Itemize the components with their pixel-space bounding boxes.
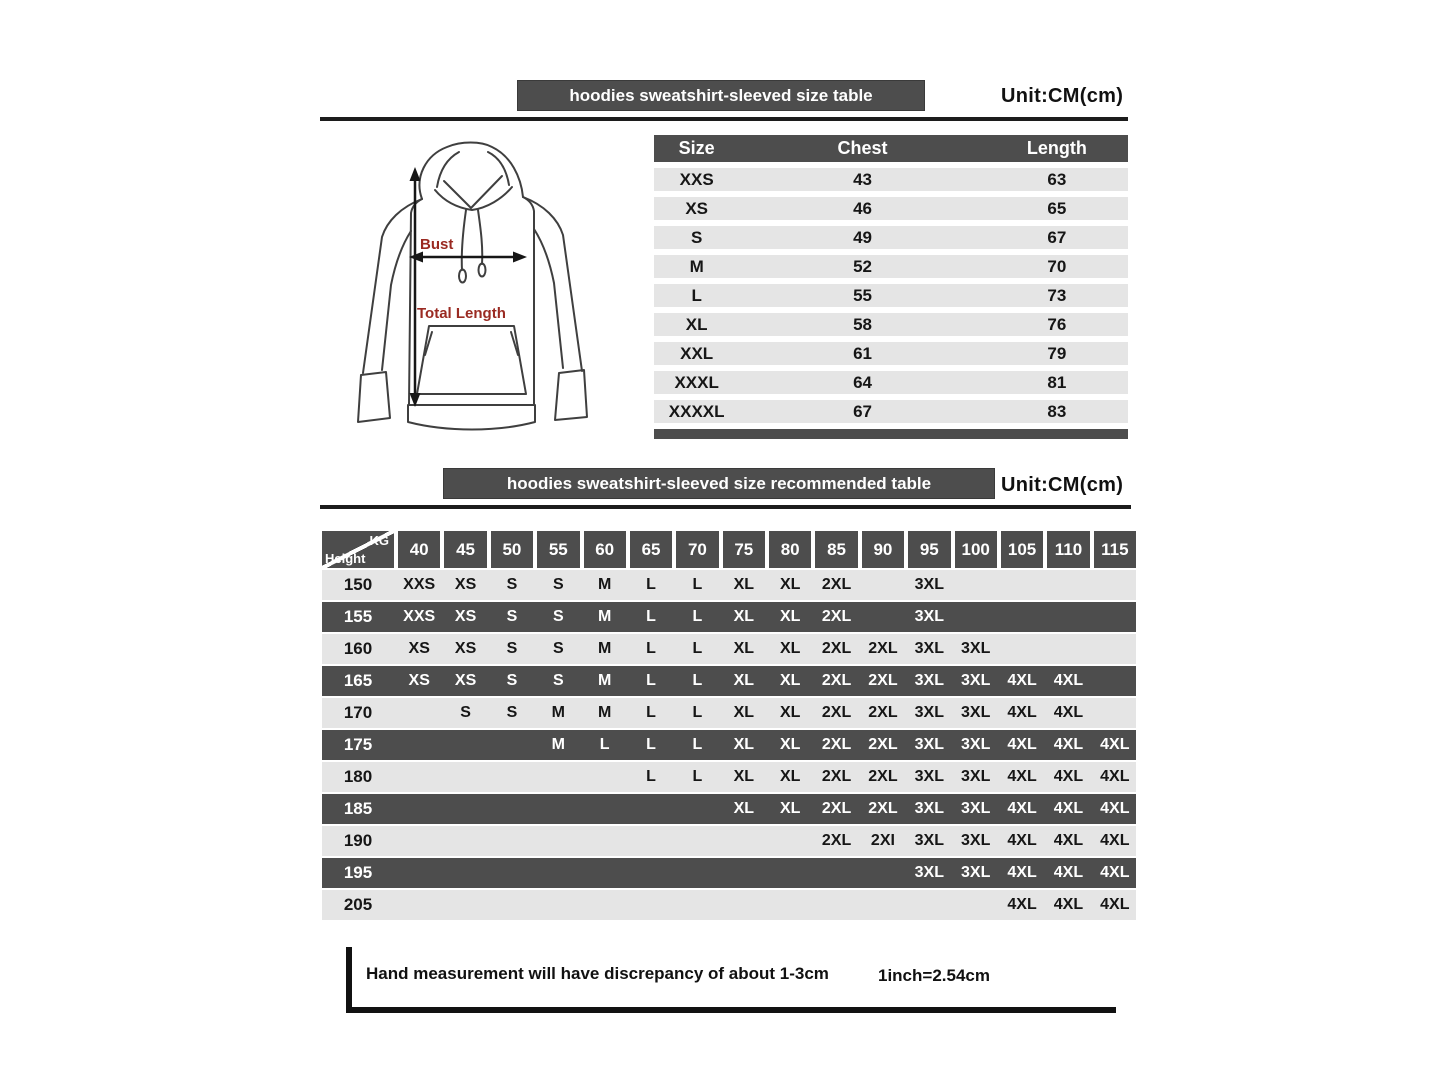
kg-column-header: 45: [444, 531, 486, 568]
size-cell: M: [598, 640, 612, 657]
size-cell: 2XL: [821, 768, 852, 785]
size-cell: L: [646, 736, 656, 753]
size-cell: 3XL: [914, 736, 944, 753]
size-cell: 3XL: [914, 576, 944, 593]
size-cell: 2XL: [821, 640, 852, 657]
kg-column-header: 85: [815, 531, 857, 568]
height-label: 170: [343, 703, 373, 722]
size-cell: L: [646, 768, 656, 785]
kg-column-header: 50: [491, 531, 533, 568]
size-cell: 4XL: [1100, 896, 1130, 913]
size-table-header: [654, 135, 1128, 162]
recommend-table-title: hoodies sweatshirt-sleeved size recommended table: [506, 474, 932, 493]
kg-column-header: 80: [769, 531, 811, 568]
size-cell: S: [552, 640, 564, 657]
size-cell: XL: [779, 800, 801, 817]
size-table-cell: S: [690, 227, 703, 247]
kg-column-header: 70: [676, 531, 718, 568]
size-table-cell: 46: [853, 198, 872, 218]
size-cell: XL: [779, 672, 801, 689]
size-cell: XL: [733, 608, 755, 625]
size-cell: 4XL: [1100, 864, 1130, 881]
recommend-table-row: [322, 794, 1136, 824]
size-table-row: [654, 168, 1128, 191]
size-cell: XL: [733, 672, 755, 689]
size-cell: XL: [733, 576, 755, 593]
size-table-cell: 61: [853, 343, 872, 363]
size-cell: XS: [454, 608, 477, 625]
size-cell: 3XL: [961, 832, 991, 849]
size-cell: 4XL: [1053, 896, 1084, 913]
size-table-footer-bar: [654, 429, 1128, 439]
size-cell: L: [692, 736, 703, 753]
unit-label-bottom: Unit:CM(cm): [1001, 474, 1124, 496]
size-cell: 2XL: [868, 736, 898, 753]
size-table-cell: XS: [685, 198, 708, 218]
height-label: 180: [343, 767, 373, 786]
size-table-row: [654, 226, 1128, 249]
size-cell: M: [598, 608, 612, 625]
size-table-cell: 55: [853, 285, 872, 305]
size-cell: XS: [454, 672, 477, 689]
size-cell: XXS: [403, 576, 436, 593]
size-table-title-bar: [517, 80, 925, 111]
kg-column-header: 55: [537, 531, 579, 568]
size-table-cell: 76: [1047, 314, 1067, 334]
size-cell: L: [692, 768, 703, 785]
size-cell: L: [646, 608, 656, 625]
recommend-table-row: [322, 730, 1136, 760]
size-cell: S: [552, 672, 564, 689]
size-column-header: Size: [678, 138, 715, 158]
size-cell: 3XL: [961, 768, 991, 785]
corner-height-label: Height: [325, 551, 366, 566]
size-cell: 4XL: [1053, 768, 1084, 785]
size-cell: XS: [454, 576, 477, 593]
size-cell: XL: [733, 704, 755, 721]
size-cell: 2XL: [821, 608, 852, 625]
size-table-cell: XXL: [680, 343, 714, 363]
size-cell: 2XL: [868, 768, 898, 785]
hoodie-diagram: [325, 133, 620, 458]
size-table-row: [654, 284, 1128, 307]
size-table-cell: 43: [853, 169, 872, 189]
kg-column-header: 75: [723, 531, 765, 568]
size-cell: 4XL: [1007, 800, 1037, 817]
size-cell: M: [598, 704, 612, 721]
size-cell: XL: [733, 640, 755, 657]
height-label: 205: [343, 895, 373, 914]
height-label: 185: [343, 799, 373, 818]
inch-conversion-note: 1inch=2.54cm: [878, 966, 990, 985]
size-cell: 4XL: [1053, 704, 1084, 721]
height-label: 195: [343, 863, 373, 882]
corner-cell: [322, 531, 394, 568]
recommend-table-row: [322, 570, 1136, 600]
size-cell: 4XL: [1100, 832, 1130, 849]
kg-column-header: 100: [955, 531, 997, 568]
size-table: [654, 135, 1128, 439]
chest-column-header: Chest: [837, 138, 888, 158]
size-table-rows: [654, 168, 1128, 423]
recommend-table-row: [322, 602, 1136, 632]
size-cell: 3XL: [914, 832, 944, 849]
size-table-cell: XXXXL: [668, 401, 725, 421]
recommend-table-row: [322, 666, 1136, 696]
size-table-cell: 81: [1047, 372, 1067, 392]
kg-column-header: 90: [862, 531, 904, 568]
size-cell: 3XL: [961, 704, 991, 721]
size-cell: XL: [779, 640, 801, 657]
size-cell: XL: [733, 800, 755, 817]
height-label: 155: [343, 607, 373, 626]
size-table-cell: 79: [1047, 343, 1067, 363]
size-table-cell: 49: [853, 227, 872, 247]
size-table-cell: L: [691, 285, 702, 305]
size-cell: M: [598, 672, 612, 689]
size-table-title: hoodies sweatshirt-sleeved size table: [569, 86, 873, 105]
size-cell: M: [551, 736, 565, 753]
size-cell: S: [506, 704, 518, 721]
size-cell: L: [692, 704, 703, 721]
size-cell: XL: [779, 576, 801, 593]
size-cell: 3XL: [914, 768, 944, 785]
size-cell: 4XL: [1007, 832, 1037, 849]
size-table-cell: 65: [1047, 198, 1067, 218]
size-table-row: [654, 313, 1128, 336]
size-cell: 2XL: [868, 640, 898, 657]
size-cell: S: [460, 704, 471, 721]
size-table-cell: 63: [1047, 169, 1067, 189]
size-cell: 2XL: [821, 736, 852, 753]
size-cell: 4XL: [1053, 864, 1084, 881]
size-cell: 3XL: [961, 672, 991, 689]
size-table-cell: 58: [853, 314, 872, 334]
divider-top: [320, 117, 1128, 121]
size-table-row: [654, 400, 1128, 423]
size-cell: 3XL: [914, 608, 944, 625]
size-table-cell: 52: [853, 256, 872, 276]
recommend-table-rows: [322, 570, 1136, 920]
size-table-cell: 67: [853, 401, 872, 421]
size-cell: 3XL: [961, 736, 991, 753]
kg-column-header: 60: [584, 531, 626, 568]
recommend-table-row: [322, 826, 1136, 856]
size-table-cell: XXS: [679, 169, 714, 189]
size-cell: L: [646, 576, 656, 593]
size-cell: 3XL: [961, 800, 991, 817]
kg-column-header: 110: [1047, 531, 1089, 568]
size-cell: L: [646, 704, 656, 721]
height-label: 165: [343, 671, 373, 690]
height-label: 150: [343, 575, 373, 594]
unit-label-top: Unit:CM(cm): [1001, 85, 1124, 107]
size-cell: 4XL: [1053, 800, 1084, 817]
size-cell: XL: [779, 608, 801, 625]
size-cell: 2XL: [868, 704, 898, 721]
size-cell: L: [646, 640, 656, 657]
corner-kg-label: KG: [369, 533, 389, 548]
size-cell: XL: [779, 736, 801, 753]
recommend-table-row: [322, 634, 1136, 664]
size-cell: L: [692, 576, 703, 593]
recommend-table: [322, 531, 1136, 920]
recommend-table-row: [322, 698, 1136, 728]
size-table-row: [654, 255, 1128, 278]
hoodie-outline: [358, 143, 587, 430]
size-cell: 4XL: [1053, 832, 1084, 849]
size-cell: 3XL: [914, 704, 944, 721]
recommend-table-title-bar: [443, 468, 995, 499]
size-cell: 3XL: [914, 864, 944, 881]
bust-label: Bust: [420, 236, 454, 253]
divider-bottom: [320, 505, 1131, 509]
size-cell: XL: [779, 704, 801, 721]
size-table-cell: 67: [1047, 227, 1067, 247]
size-table-row: [654, 197, 1128, 220]
kg-column-header: 105: [1001, 531, 1043, 568]
size-cell: M: [598, 576, 612, 593]
size-cell: S: [506, 640, 518, 657]
size-cell: 2XL: [821, 832, 852, 849]
height-label: 190: [343, 831, 373, 850]
kg-column-header: 40: [398, 531, 440, 568]
size-cell: XS: [454, 640, 477, 657]
size-cell: 4XL: [1100, 736, 1130, 753]
size-cell: 4XL: [1007, 672, 1037, 689]
size-cell: 4XL: [1007, 896, 1037, 913]
size-table-cell: 70: [1047, 256, 1067, 276]
height-label: 160: [343, 639, 373, 658]
size-cell: 4XL: [1053, 736, 1084, 753]
size-cell: XL: [779, 768, 801, 785]
size-cell: 2XL: [868, 672, 898, 689]
recommend-table-row: [322, 858, 1136, 888]
note-left-bar: [346, 947, 352, 1013]
measurement-note: Hand measurement will have discrepancy of about 1-3cm: [366, 964, 829, 983]
size-cell: 4XL: [1007, 704, 1037, 721]
size-cell: XL: [733, 768, 755, 785]
size-table-cell: 83: [1047, 401, 1067, 421]
size-cell: 3XL: [914, 640, 944, 657]
size-cell: 4XL: [1100, 800, 1130, 817]
size-table-cell: M: [689, 256, 704, 276]
size-cell: M: [551, 704, 565, 721]
kg-column-header: 115: [1094, 531, 1136, 568]
size-cell: L: [692, 608, 703, 625]
note-bottom-bar: [346, 1007, 1116, 1013]
length-column-header: Length: [1026, 138, 1087, 158]
recommend-table-row: [322, 890, 1136, 920]
size-table-row: [654, 371, 1128, 394]
size-cell: 3XL: [914, 800, 944, 817]
size-cell: L: [599, 736, 610, 753]
size-cell: XXS: [403, 608, 436, 625]
size-cell: L: [646, 672, 656, 689]
size-cell: L: [692, 672, 703, 689]
size-cell: XS: [408, 672, 430, 689]
size-cell: 2XL: [821, 576, 852, 593]
size-cell: S: [552, 608, 564, 625]
size-cell: S: [506, 672, 518, 689]
size-cell: XL: [733, 736, 755, 753]
size-cell: 4XL: [1100, 768, 1130, 785]
size-cell: S: [552, 576, 564, 593]
size-cell: 3XL: [961, 864, 991, 881]
size-table-cell: XXXL: [674, 372, 719, 392]
size-cell: S: [506, 608, 518, 625]
total-length-label: Total Length: [417, 305, 506, 322]
bust-arrow: [409, 252, 527, 263]
recommend-table-row: [322, 762, 1136, 792]
size-table-row: [654, 342, 1128, 365]
size-cell: 3XL: [914, 672, 944, 689]
size-cell: 4XL: [1053, 672, 1084, 689]
kg-column-header: 95: [908, 531, 950, 568]
size-cell: 4XL: [1007, 736, 1037, 753]
size-cell: S: [506, 576, 518, 593]
size-cell: 2XL: [821, 704, 852, 721]
size-table-cell: 73: [1047, 285, 1067, 305]
height-label: 175: [343, 735, 373, 754]
size-cell: L: [692, 640, 703, 657]
size-table-cell: XL: [685, 314, 708, 334]
size-cell: 4XL: [1007, 768, 1037, 785]
size-cell: 3XL: [961, 640, 991, 657]
size-cell: 2XL: [821, 672, 852, 689]
size-table-cell: 64: [853, 372, 872, 392]
size-cell: 2XL: [868, 800, 898, 817]
kg-header-row: [322, 531, 1136, 568]
size-cell: XS: [408, 640, 430, 657]
kg-column-header: 65: [630, 531, 672, 568]
size-cell: 2XI: [870, 832, 895, 849]
size-cell: 2XL: [821, 800, 852, 817]
size-cell: 4XL: [1007, 864, 1037, 881]
